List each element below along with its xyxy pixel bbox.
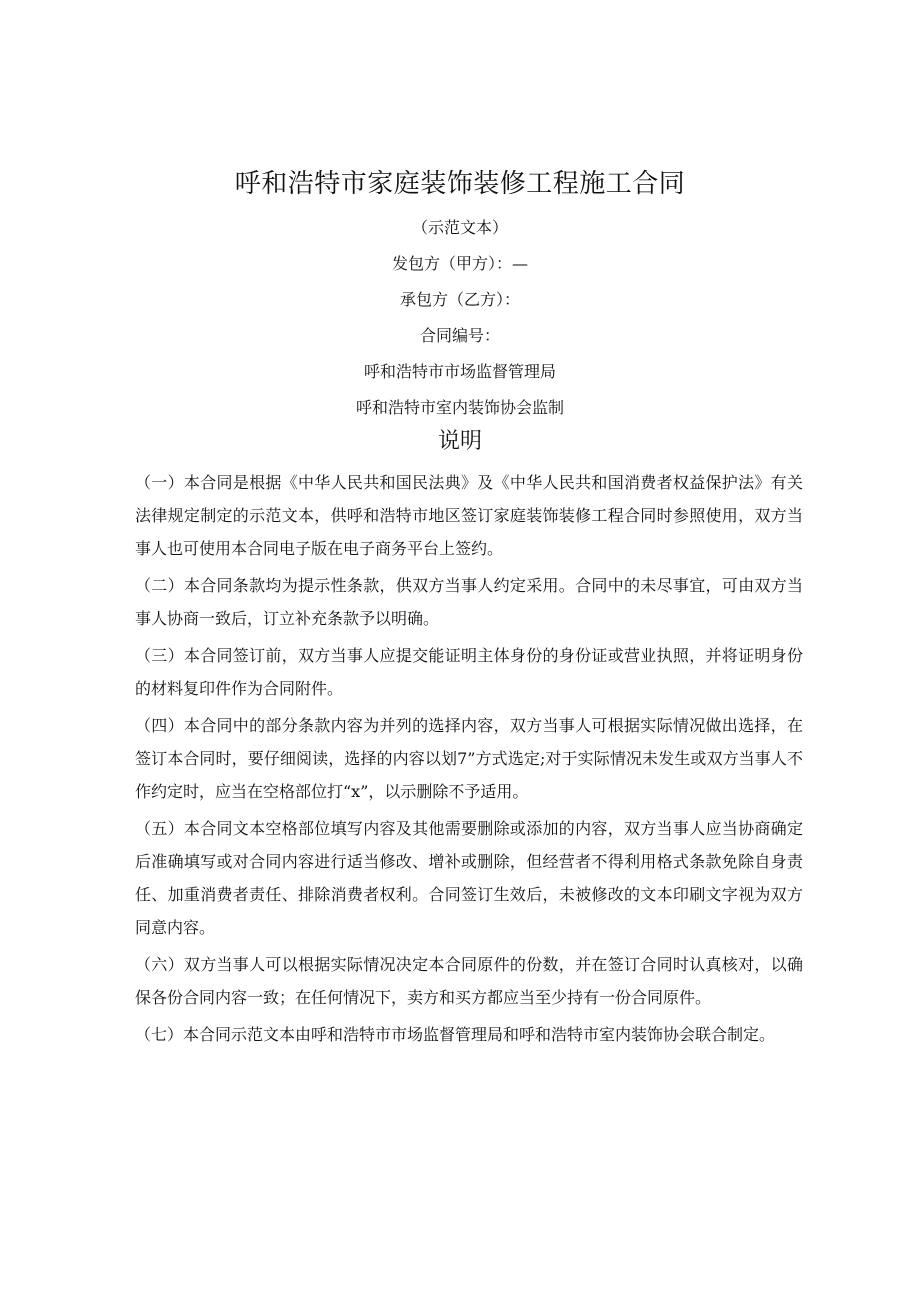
employer-line: 发包方（甲方）：— xyxy=(391,254,528,273)
contract-number-line: 合同编号： xyxy=(419,326,500,345)
explanation-paragraph-1: （一）本合同是根据《中华人民共和国民法典》及《中华人民共和国消费者权益保护法》有关法律规定制定的示范文本，供呼和浩特市地区签订家庭装饰装修工程合同时参照使用，双方当事人也可使用本合同电子版在电子商务平台上签约。 xyxy=(135,473,803,558)
explanation-paragraph-2: （二）本合同条款均为提示性条款，供双方当事人约定采用。合同中的未尽事宜，可由双方当事人协商一致后，订立补充条款予以明确。 xyxy=(135,576,803,628)
explanation-paragraph-3: （三）本合同签订前，双方当事人应提交能证明主体身份的身份证或营业执照，并将证明身份的材料复印件作为合同附件。 xyxy=(135,646,803,698)
explanation-body xyxy=(135,466,803,1055)
document-title: 呼和浩特市家庭装饰装修工程施工合同 xyxy=(234,169,686,199)
explanation-paragraph-6: （六）双方当事人可以根据实际情况决定本合同原件的份数，并在签订合同时认真核对，以确保各份合同内容一致；在任何情况下，卖方和买方都应当至少持有一份合同原件。 xyxy=(135,955,803,1007)
document-subtitle: （示范文本） xyxy=(411,218,508,237)
contractor-line: 承包方（乙方）： xyxy=(399,290,520,309)
explanation-paragraph-5: （五）本合同文本空格部位填写内容及其他需要删除或添加的内容，双方当事人应当协商确定后准确填写或对合同内容进行适当修改、增补或删除，但经营者不得利用格式条款免除自身责任、加重消费者责任、排除消费者权利。合同签订生效后，未被修改的文本印刷文字视为双方同意内容。 xyxy=(135,819,803,937)
issuer-decoration-association: 呼和浩特市室内装饰协会监制 xyxy=(355,398,564,417)
issuer-market-regulation: 呼和浩特市市场监督管理局 xyxy=(363,362,556,381)
section-heading-explanation: 说明 xyxy=(437,429,482,454)
explanation-paragraph-4: （四）本合同中的部分条款内容为并列的选择内容，双方当事人可根据实际情况做出选择，在签订本合同时，要仔细阅读，选择的内容以划7”方式选定;对于实际情况未发生或双方当事人不作约定时，应当在空格部位打“x”，以示删除不予适用。 xyxy=(135,716,803,801)
explanation-paragraph-7: （七）本合同示范文本由呼和浩特市市场监督管理局和呼和浩特市室内装饰协会联合制定。 xyxy=(135,1025,776,1044)
document-meta xyxy=(0,210,920,426)
